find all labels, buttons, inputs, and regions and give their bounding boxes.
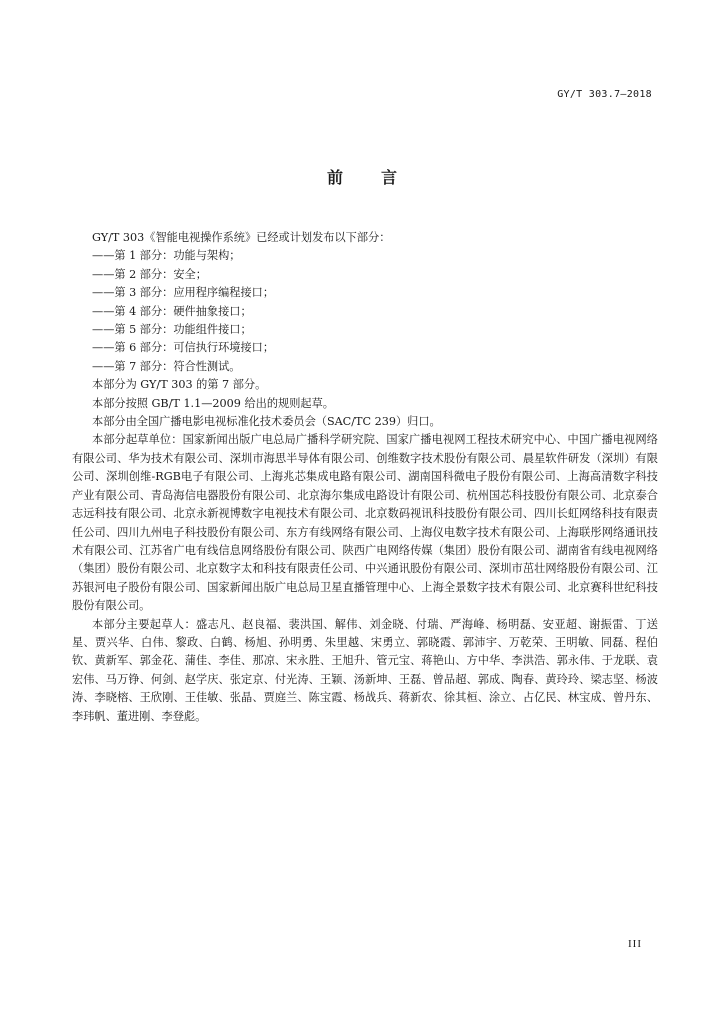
page-title: 前言 — [326, 168, 435, 187]
foreword-body — [72, 229, 658, 726]
intro-paragraph: GY/T 303《智能电视操作系统》已经或计划发布以下部分： — [92, 231, 391, 244]
drafters-paragraph: 本部分主要起草人：盛志凡、赵良福、裴洪国、解伟、刘金晓、付瑞、严海峰、杨明磊、安亚超、谢振雷、丁送星、贾兴华、白伟、黎政、白鹤、杨旭、孙明勇、朱里越、宋勇立、郭晓霞、郭沛宇、万乾荣、王明敏、同磊、程伯钦、黄新军、郭金花、蒲佳、李佳、那凉、宋永胜、王旭升、管元宝、蒋艳山、方中华、李洪浩、郭永伟、于龙联、袁宏伟、马万铮、何剑、赵学庆、张定京、付光涛、王颖、汤新坤、王磊、曾品超、郭成、陶春、黄玲玲、梁志坚、杨波涛、李晓榕、王欣刚、王佳敏、张晶、贾庭兰、陈宝霞、杨战兵、蒋新农、徐其桓、涂立、占亿民、林宝成、曾丹东、李玮帆、董进刚、李登彪。 — [72, 617, 658, 723]
standard-code: GY/T 303.7—2018 — [557, 89, 652, 100]
drafting-rules-paragraph: 本部分按照 GB/T 1.1—2009 给出的规则起草。 — [92, 396, 334, 410]
part-of-paragraph: 本部分为 GY/T 303 的第 7 部分。 — [92, 378, 267, 392]
drafting-units-paragraph: 本部分起草单位：国家新闻出版广电总局广播科学研究院、国家广播电视网工程技术研究中心、中国广播电视网络有限公司、华为技术有限公司、深圳市海思半导体有限公司、创维数字技术股份有限公司、晨星软件研发（深圳）有限公司、深圳创维-RGB电子有限公司、上海兆芯集成电路有限公司、湖南国科微电子股份有限公司、上海高清数字科技产业有限公司、青岛海信电器股份有限公司、北京海尔集成电路设计有限公司、杭州国芯科技股份有限公司、北京泰合志远科技有限公司、北京永新视博数字电视技术有限公司、北京数码视讯科技股份有限公司、四川长虹网络科技有限责任公司、四川九州电子科技股份有限公司、东方有线网络有限公司、上海仪电数字技术有限公司、上海联彤网络通讯技术有限公司、江苏省广电有线信息网络股份有限公司、陕西广电网络传媒（集团）股份有限公司、湖南省有线电视网络（集团）股份有限公司、北京数字太和科技有限责任公司、中兴通讯股份有限公司、深圳市茁壮网络股份有限公司、江苏银河电子股份有限公司、国家新闻出版广电总局卫星直播管理中心、上海全景数字技术有限公司、北京赛科世纪科技股份有限公司。 — [72, 433, 658, 613]
part-list-item: ——第 3 部分：应用程序编程接口； — [92, 286, 275, 300]
part-list-item: ——第 5 部分：功能组件接口； — [92, 323, 252, 337]
part-list-item: ——第 4 部分：硬件抽象接口； — [92, 304, 252, 318]
part-list-item: ——第 7 部分：符合性测试。 — [92, 359, 241, 373]
part-list-item: ——第 6 部分：可信执行环境接口； — [92, 341, 275, 355]
committee-paragraph: 本部分由全国广播电影电视标准化技术委员会（SAC/TC 239）归口。 — [92, 415, 441, 429]
part-list-item: ——第 2 部分：安全； — [92, 267, 207, 281]
part-list-item: ——第 1 部分：功能与架构； — [92, 249, 241, 263]
page-number: III — [628, 938, 642, 950]
